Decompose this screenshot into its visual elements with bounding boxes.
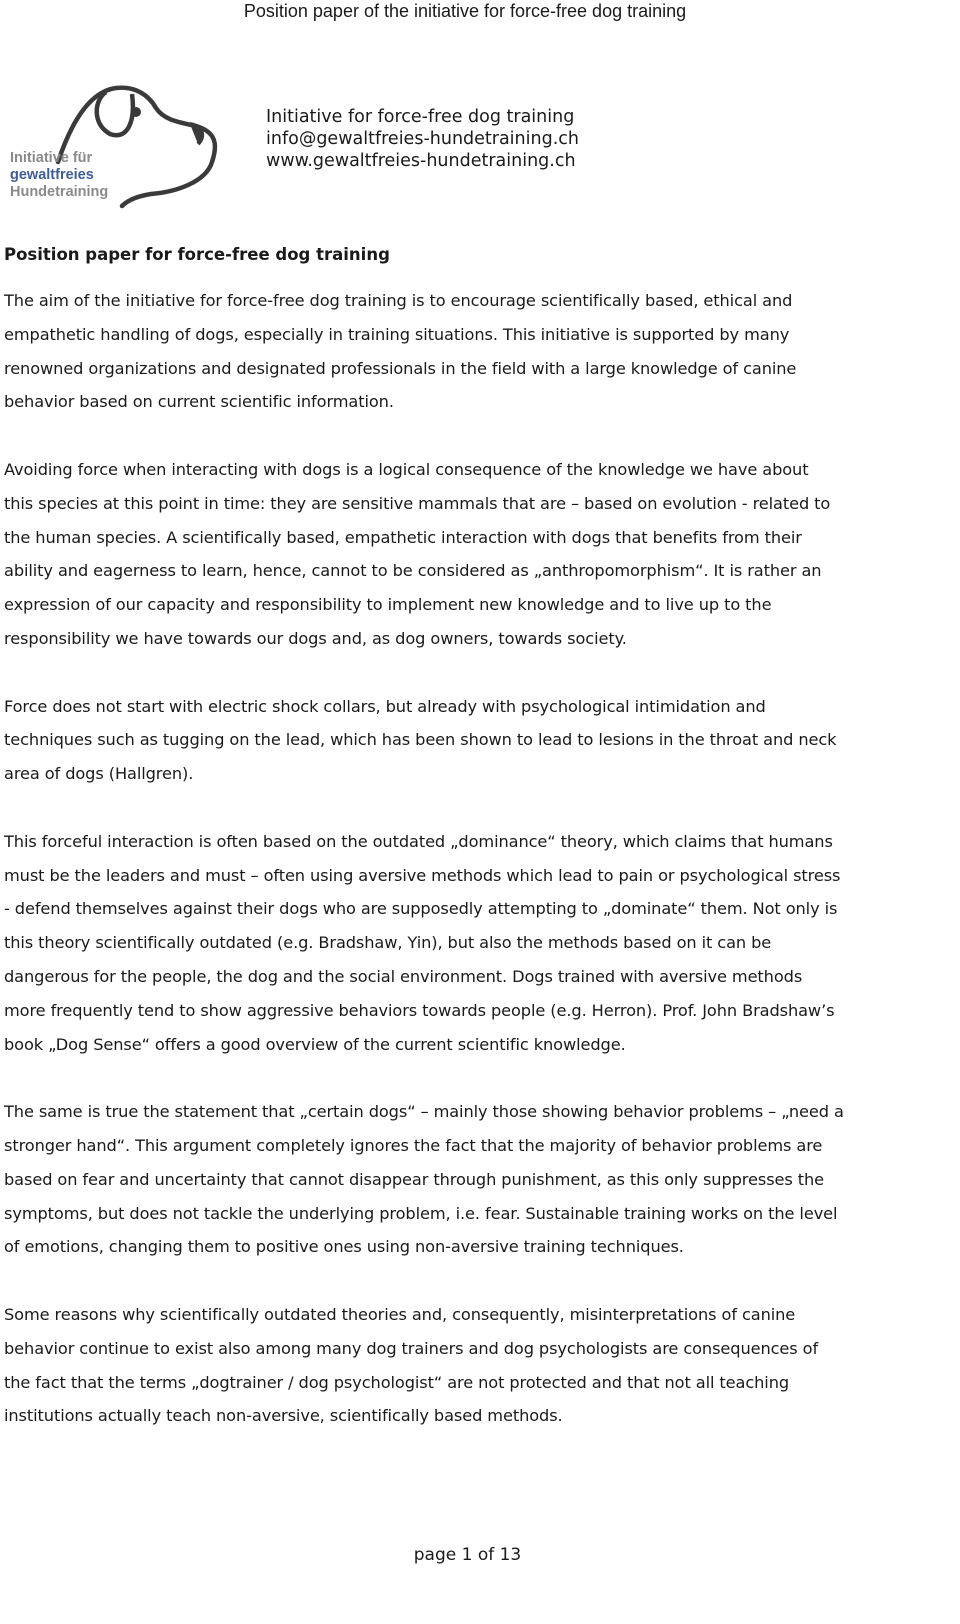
text-line: this species at this point in time: they are sensitive mammals that are – based on evolution - related to	[4, 493, 831, 513]
text-line: This forceful interaction is often based on the outdated „dominance“ theory, which claims that humans	[4, 831, 833, 851]
paragraph	[4, 1298, 934, 1433]
text-line: this theory scientifically outdated (e.g. Bradshaw, Yin), but also the methods based on it can be	[4, 933, 772, 953]
document-title: Position paper for force-free dog training	[4, 245, 390, 264]
text-line: more frequently tend to show aggressive behaviors towards people (e.g. Herron). Prof. John Bradshaw’s	[4, 1000, 835, 1020]
paragraph	[4, 284, 934, 419]
organization-name: Initiative for force-free dog training	[266, 107, 575, 127]
logo-line-1: Initiative für	[10, 150, 93, 166]
paragraph	[4, 453, 934, 656]
page-number: page 1 of 13	[413, 1545, 522, 1565]
text-line: book „Dog Sense“ offers a good overview of the current scientific knowledge.	[4, 1034, 626, 1054]
text-line: The same is true the statement that „certain dogs“ – mainly those showing behavior problems – „need a	[4, 1102, 844, 1122]
text-line: ability and eagerness to learn, hence, cannot to be considered as „anthropomorphism“. It is rather an	[4, 561, 822, 581]
text-line: Avoiding force when interacting with dogs is a logical consequence of the knowledge we have about	[4, 459, 809, 479]
paragraph	[4, 825, 934, 1062]
text-line: Some reasons why scientifically outdated theories and, consequently, misinterpretations of canine	[4, 1304, 796, 1324]
text-line: The aim of the initiative for force-free dog training is to encourage scientifically based, ethical and	[4, 291, 793, 310]
text-line: symptoms, but does not tackle the underlying problem, i.e. fear. Sustainable training works on the level	[4, 1203, 838, 1223]
paragraph	[4, 690, 934, 791]
paragraph	[4, 1095, 934, 1264]
running-header: Position paper of the initiative for force-free dog training	[243, 1, 687, 21]
text-line: the fact that the terms „dogtrainer / dog psychologist“ are not protected and that not all teaching	[4, 1372, 790, 1392]
organization-logo	[6, 82, 226, 210]
contact-website[interactable]: www.gewaltfreies-hundetraining.ch	[266, 151, 576, 171]
text-line: responsibility we have towards our dogs and, as dog owners, towards society.	[4, 628, 627, 648]
contact-email[interactable]: info@gewaltfreies-hundetraining.ch	[266, 129, 579, 149]
text-line: renowned organizations and designated professionals in the field with a large knowledge of canine	[4, 358, 797, 378]
text-line: institutions actually teach non-aversive, scientifically based methods.	[4, 1406, 563, 1426]
document-body	[4, 284, 934, 1467]
text-line: dangerous for the people, the dog and the social environment. Dogs trained with aversive methods	[4, 966, 803, 986]
text-line: stronger hand“. This argument completely ignores the fact that the majority of behavior problems are	[4, 1135, 823, 1155]
text-line: techniques such as tugging on the lead, which has been shown to lead to lesions in the throat and neck	[4, 730, 837, 750]
logo-line-2: gewaltfreies	[10, 167, 94, 183]
text-line: area of dogs (Hallgren).	[4, 764, 194, 784]
logo-line-3: Hundetraining	[10, 184, 109, 200]
text-line: the human species. A scientifically based, empathetic interaction with dogs that benefits from their	[4, 527, 802, 547]
text-line: must be the leaders and must – often using aversive methods which lead to pain or psychological stress	[4, 865, 841, 885]
text-line: empathetic handling of dogs, especially in training situations. This initiative is supported by many	[4, 324, 790, 344]
text-line: - defend themselves against their dogs who are supposedly attempting to „dominate“ them. Not only is	[4, 899, 838, 919]
text-line: based on fear and uncertainty that cannot disappear through punishment, as this only suppresses the	[4, 1169, 825, 1189]
text-line: behavior based on current scientific information.	[4, 392, 394, 412]
text-line: behavior continue to exist also among many dog trainers and dog psychologists are consequences of	[4, 1338, 819, 1358]
text-line: expression of our capacity and responsibility to implement new knowledge and to live up to the	[4, 595, 772, 615]
contact-block	[266, 106, 579, 172]
text-line: Force does not start with electric shock collars, but already with psychological intimidation and	[4, 696, 766, 716]
text-line: of emotions, changing them to positive ones using non-aversive training techniques.	[4, 1237, 684, 1257]
